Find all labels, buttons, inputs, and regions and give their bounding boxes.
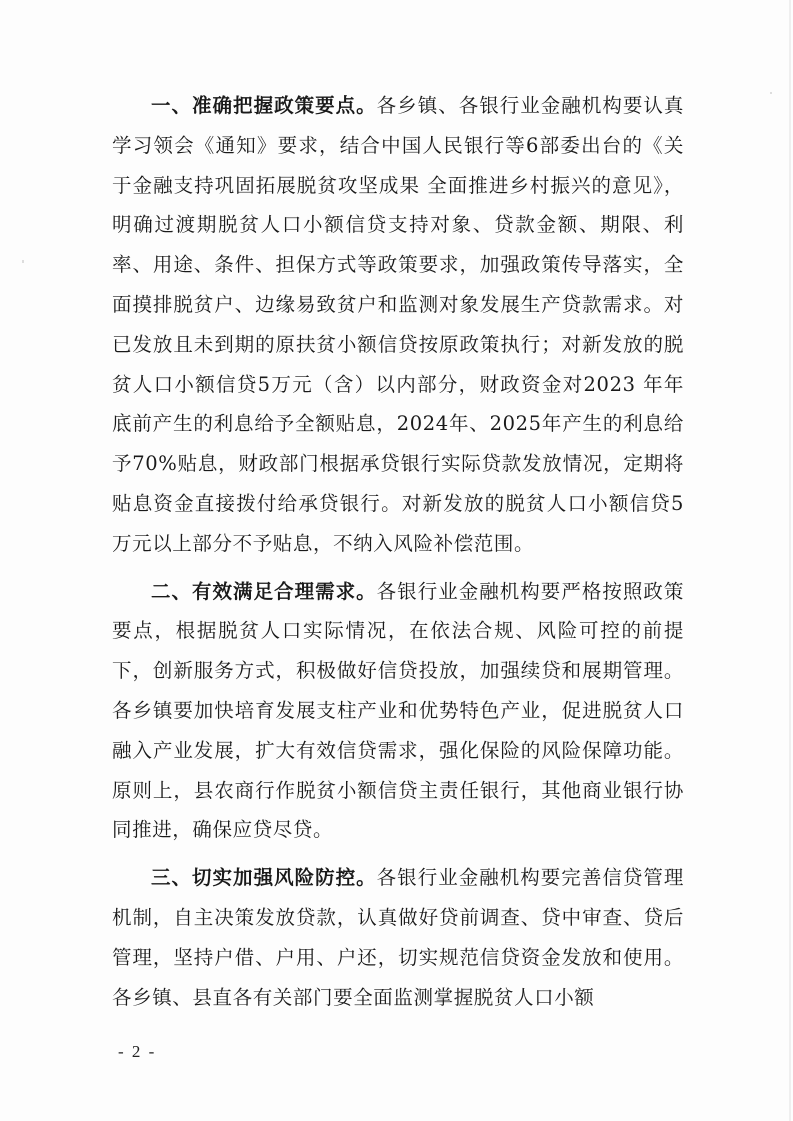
- scan-artifact-right-top: [770, 92, 772, 94]
- scan-artifact-left: [22, 260, 24, 263]
- scan-artifact-right-edge: [789, 0, 791, 1121]
- section-1-heading: 一、准确把握政策要点。: [151, 94, 377, 117]
- section-3-paragraph: [112, 858, 684, 1017]
- document-body: [112, 86, 684, 1025]
- section-1-paragraph: [112, 86, 684, 564]
- section-2-body: 各银行业金融机构要严格按照政策要点，根据脱贫人口实际情况，在依法合规、风险可控的前提下，创新服务方式，积极做好信贷投放，加强续贷和展期管理。各乡镇要加快培育发展支柱产业和优势特色产业，促进脱贫人口融入产业发展，扩大有效信贷需求，强化保险的风险保障功能。原则上，县农商行作脱贫小额信贷主责任银行，其他商业银行协同推进，确保应贷尽贷。: [112, 579, 684, 842]
- section-3-heading: 三、切实加强风险防控。: [151, 866, 377, 890]
- section-2-paragraph: [112, 572, 684, 851]
- page-number: - 2 -: [118, 1042, 157, 1061]
- section-1-body: 各乡镇、各银行业金融机构要认真学习领会《通知》要求，结合中国人民银行等6部委出台的《关于金融支持巩固拓展脱贫攻坚成果 全面推进乡村振兴的意见》，明确过渡期脱贫人口小额信贷支持对象、贷款金额、期限、利率、用途、条件、担保方式等政策要求，加强政策传导落实，全面摸排脱贫户、边缘易致贫户和监测对象发展生产贷款需求。对已发放且未到期的原扶贫小额信贷按原政策执行；对新发放的脱贫人口小额信贷5万元（含）以内部分，财政资金对2023 年年底前产生的利息给予全额贴息，2024年、2025年产生的利息给予70%贴息，财政部门根据承贷银行实际贷款发放情况，定期将贴息资金直接拨付给承贷银行。对新发放的脱贫人口小额信贷5万元以上部分不予贴息，不纳入风险补偿范围。: [112, 94, 684, 555]
- section-3-body: 各银行业金融机构要完善信贷管理机制，自主决策发放贷款，认真做好贷前调查、贷中审查、贷后管理，坚持户借、户用、户还，切实规范信贷资金发放和使用。各乡镇、县直各有关部门要全面监测掌握脱贫人口小额: [112, 866, 684, 1009]
- section-2-heading: 二、有效满足合理需求。: [151, 579, 377, 603]
